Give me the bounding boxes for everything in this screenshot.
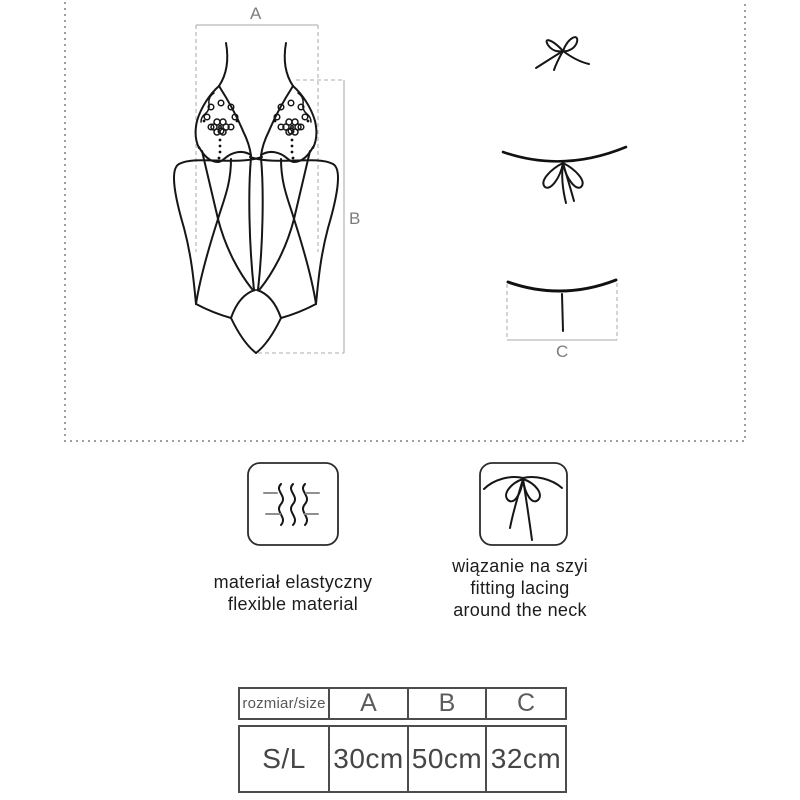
dotted-frame <box>65 0 745 441</box>
neckline-lacing-drawing <box>503 147 626 203</box>
lace-pattern-left <box>204 100 238 135</box>
feature-caption-line: materiał elastyczny <box>213 572 373 592</box>
feature-caption-line: around the neck <box>453 600 587 620</box>
size-table-cell: S/L <box>262 743 306 774</box>
size-table-data-row <box>238 725 567 793</box>
feature-caption-line: fitting lacing <box>470 578 570 598</box>
elastic-material-icon <box>248 463 338 545</box>
measure-label-a: A <box>250 4 262 23</box>
bodysuit-drawing <box>174 43 338 353</box>
size-table-cell: 30cm <box>328 727 407 791</box>
size-table-header-row <box>238 687 567 720</box>
size-table-cell: 32cm <box>485 727 565 791</box>
size-table-header-cell: B <box>407 689 485 718</box>
feature-caption-elastic <box>178 571 408 615</box>
measure-label-b: B <box>349 209 361 228</box>
lace-pattern-right <box>274 100 308 135</box>
size-table-cell: 50cm <box>407 727 485 791</box>
feature-caption-lacing <box>405 555 635 621</box>
measure-guides <box>196 25 617 353</box>
size-table-header-cell: C <box>485 689 565 718</box>
feature-caption-line: flexible material <box>227 594 359 614</box>
neck-lacing-icon <box>480 463 567 545</box>
size-table-header-cell: rozmiar/size <box>242 695 326 712</box>
feature-caption-line: wiązanie na szyi <box>452 556 588 576</box>
bottom-panel-drawing <box>508 280 616 331</box>
measure-label-c: C <box>556 342 569 361</box>
neck-tie-bow-drawing <box>536 37 589 70</box>
size-table-header-cell: A <box>328 689 407 718</box>
size-table <box>238 687 567 793</box>
